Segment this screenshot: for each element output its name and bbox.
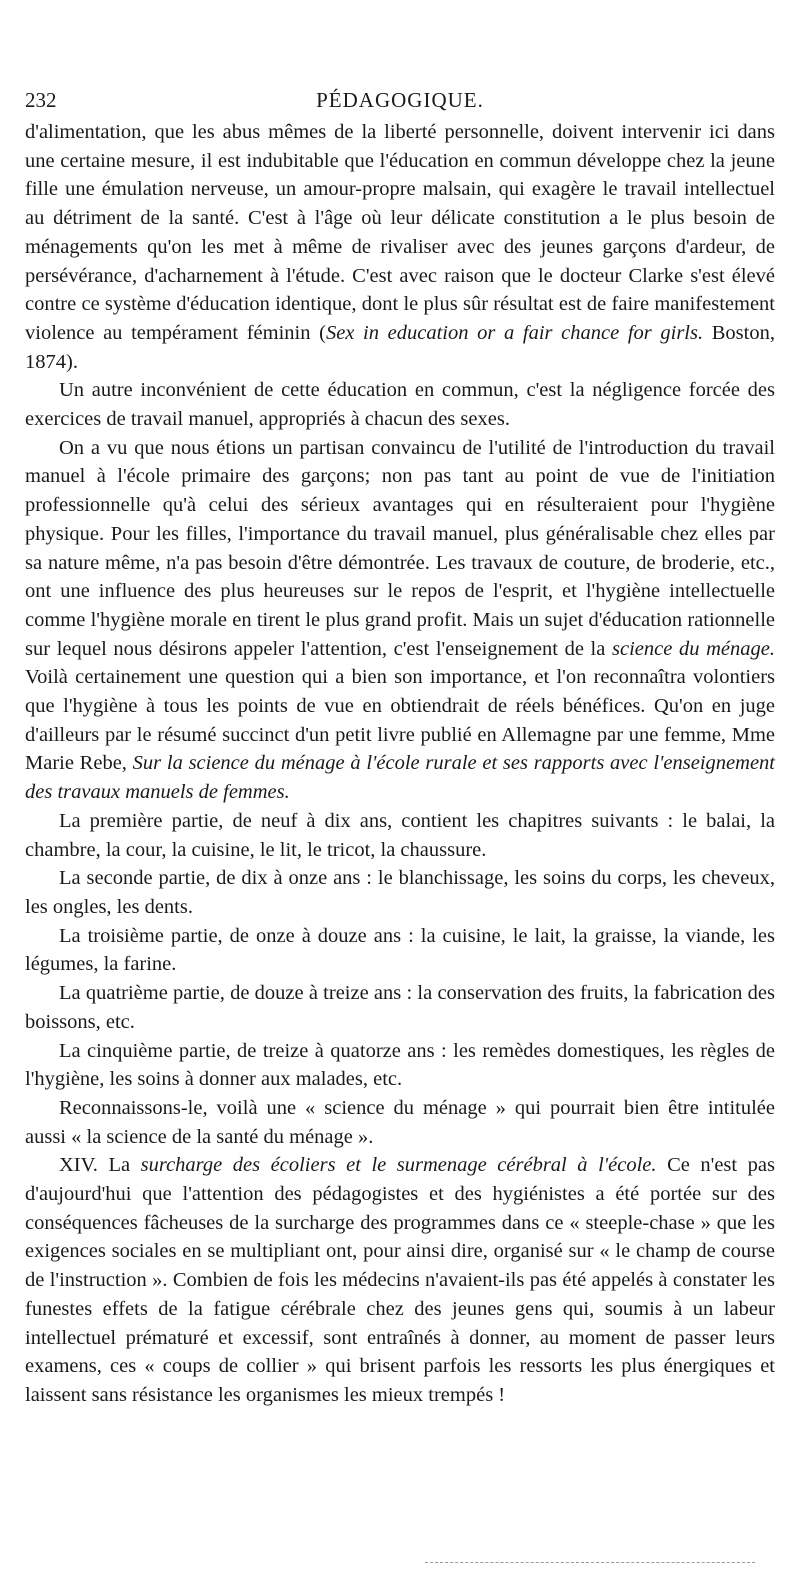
text-run: Ce n'est pas d'aujourd'hui que l'attention des pédagogistes et des hygiénistes a été portée sur des conséquences fâcheuses de la surcharge des programmes dans ce « steeple-chase » que les exigences sociales en se multipliant ont, pour ainsi dire, organisé sur « le champ de course de l'instruction ». Combien de fois les médecins n'avaient-ils pas été appelés à constater les funestes effets de la fatigue cérébrale chez des jeunes gens qui, soumis à un labeur intellectuel prématuré et excessif, sont entraînés à donner, au moment de passer leurs examens, ces « coups de collier » qui brisent parfois les ressorts les plus énergiques et laissent sans résistance les organismes les mieux trempés ! <box>25 1154 775 1406</box>
text-run: d'alimentation, que les abus mêmes de la liberté personnelle, doivent intervenir ici dans une certaine mesure, il est indubitable que l'éducation en commun développe chez la jeune fille une émulation nerveuse, un amour-propre malsain, qui exagère le travail intellectuel au détriment de la santé. C'est à l'âge où leur délicate constitution a le plus besoin de ménagements qu'on les met à même de rivaliser avec des jeunes garçons d'ardeur, de persévérance, d'acharnement à l'étude. C'est avec raison que le docteur Clarke s'est élevé contre ce système d'éducation identique, dont le plus sûr résultat est de faire manifestement violence au tempérament féminin ( <box>25 121 775 344</box>
text-run: La première partie, de neuf à dix ans, contient les chapitres suivants : le balai, la chambre, la cour, la cuisine, le lit, le tricot, la chaussure. <box>25 809 775 861</box>
paragraph <box>25 118 775 376</box>
paragraph <box>25 376 775 433</box>
paragraph <box>25 922 775 979</box>
italic-text: Sur la science du ménage à l'école rurale et ses rapports avec l'enseignement des travaux manuels de femmes. <box>25 752 775 804</box>
paragraph <box>25 807 775 864</box>
italic-text: Sex in education or a fair chance for girls. <box>325 321 704 344</box>
text-run: Voilà certainement une question qui a bien son importance, et l'on reconnaîtra volontiers que l'hygiène à tous les points de vue en obtiendrait de réels bénéfices. Qu'on en juge d'ailleurs par le résumé succinct d'un petit livre publié en Allemagne par une femme, Mme Marie Rebe, <box>25 666 775 775</box>
running-title: PÉDAGOGIQUE. <box>316 88 484 112</box>
text-run: La seconde partie, de dix à onze ans : le blanchissage, les soins du corps, les cheveux, les ongles, les dents. <box>25 867 775 918</box>
paragraph <box>25 979 775 1036</box>
text-run: Reconnaissons-le, voilà une « science du ménage » qui pourrait bien être intitulée aussi « la science de la santé du ménage ». <box>25 1096 775 1148</box>
paragraph <box>25 1037 775 1094</box>
page-header <box>25 88 775 118</box>
body-text <box>25 118 775 1410</box>
footer-dashed-rule <box>425 1562 755 1563</box>
italic-text: science du ménage. <box>612 637 775 660</box>
text-run: La quatrième partie, de douze à treize ans : la conservation des fruits, la fabrication des boissons, etc. <box>25 982 775 1033</box>
text-run: La troisième partie, de onze à douze ans : la cuisine, le lait, la graisse, la viande, les légumes, la farine. <box>25 924 775 976</box>
text-run: La cinquième partie, de treize à quatorze ans : les remèdes domestiques, les règles de l'hygiène, les soins à donner aux malades, etc. <box>25 1039 775 1091</box>
text-run: Un autre inconvénient de cette éducation en commun, c'est la négligence forcée des exercices de travail manuel, appropriés à chacun des sexes. <box>25 379 775 431</box>
italic-text: surcharge des écoliers et le surmenage cérébral à l'école. <box>140 1154 657 1177</box>
text-run: Boston, 1874). <box>25 321 775 373</box>
text-run: XIV. La <box>59 1154 141 1177</box>
paragraph <box>25 1094 775 1151</box>
page-number: 232 <box>25 88 57 112</box>
paragraph <box>25 864 775 921</box>
paragraph <box>25 1151 775 1409</box>
paragraph <box>25 434 775 807</box>
text-run: On a vu que nous étions un partisan convaincu de l'utilité de l'introduction du travail manuel à l'école primaire des garçons; non pas tant au point de vue de l'initiation professionnelle qu'à celui des sérieux avantages qui en résulteraient pour l'hygiène physique. Pour les filles, l'importance du travail manuel, plus généralisable chez elles par sa nature même, n'a pas besoin d'être démontrée. Les travaux de couture, de broderie, etc., ont une influence des plus heureuses sur le repos de l'esprit, et l'hygiène intellectuelle comme l'hygiène morale en tirent le plus grand profit. Mais un sujet d'éducation rationnelle sur lequel nous désirons appeler l'attention, c'est l'enseignement de la <box>25 436 775 660</box>
